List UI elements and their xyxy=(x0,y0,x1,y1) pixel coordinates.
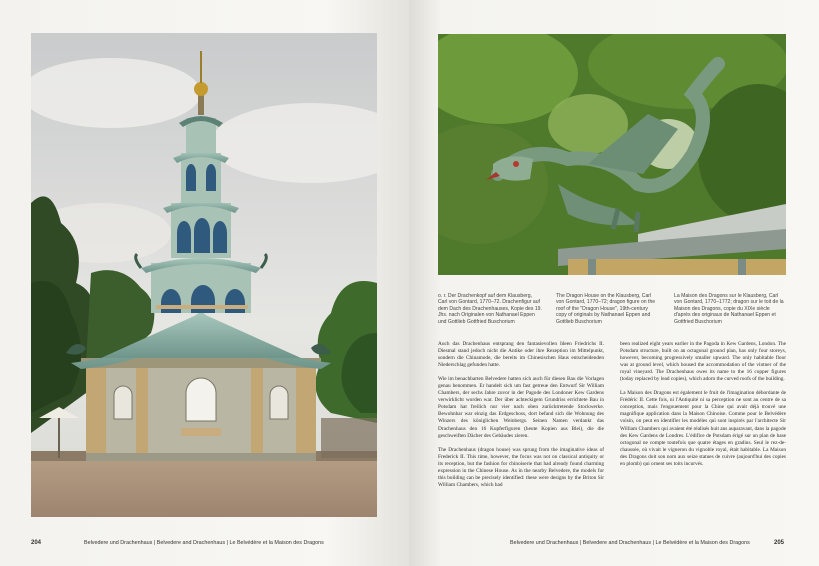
left-running-head: Belvedere und Drachenhaus | Belvedere and Drachenhaus | Le Belvédère et la Maison des Dragons xyxy=(84,540,324,546)
caption-french: La Maison des Dragons sur le Klausberg, Carl von Gontard, 1770–1772; dragon sur le toit de la Maison des Dragons, copie du XIXe siècle d'après des originaux de Nathanael Eppen et Gottfried Buschorium xyxy=(674,293,784,325)
dragon-photo xyxy=(438,34,786,275)
belvedere-photo xyxy=(31,33,377,517)
dragon-sculpture-illustration xyxy=(438,34,786,275)
text-column-2 xyxy=(620,341,786,475)
left-page-number: 204 xyxy=(31,540,42,546)
paragraph: La Maison des Dragons est également le fruit de l'imagination débordante de Frédéric II. Cette fois, ni l'Antiquité ni sa perception ne sont au centre de sa conception, mais l'engouement pour la Chine qui avait déjà trouvé une magnifique application dans la Maison Chinoise. Comme pour le Belvédère voisin, on peut en identifier les modèles qui sont inspirés par l'architecte Sir William Chambers qui avaient été réalisés huit ans auparavant, dans la pagode des Kew Gardens de Londres. L'édifice de Potsdam érigé sur un plan de base octogonal ne compte toutefois que quatre étages en gradins. Seul le rez-de-chaussée, où vivait le vigneron du vignoble royal, était habitable. La Maison des Dragons doit son nom aux seize statues de cuivre (aujourd'hui des copies en plomb) qui ornent ses toits incurvés. xyxy=(620,390,786,467)
dragon-house-illustration xyxy=(31,33,377,517)
caption-german: o. r. Der Drachenkopf auf dem Klausberg, Carl von Gontard, 1770–72. Drachenfigur auf dem Dach des Drachenhauses, Kopie des 19. Jhs. nach Originalen von Nathanael Eppen und Gottlieb Gottfried Buschorium xyxy=(438,293,542,325)
paragraph: Auch das Drachenhaus entsprang den fantasievollen Ideen Friedrichs II. Diesmal stand jedoch nicht die Antike oder ihre Rezeption im Mittelpunkt, sondern die Chinamode, die bereits im Chinesischen Haus entscheidenden Niederschlag gefunden hatte. xyxy=(438,341,604,369)
right-page-number: 205 xyxy=(774,540,785,546)
right-running-head: Belvedere und Drachenhaus | Belvedere and Drachenhaus | Le Belvédère et la Maison des Dragons xyxy=(510,540,750,546)
left-page xyxy=(0,0,409,566)
paragraph: The Drachenhaus (dragon house) was sprung from the imaginative ideas of Frederick II. This time, however, the focus was not on classical antiquity or its reception, but the fashion for chinoiserie that had already found charming expression in the Chinese House. As in the nearby Belvedere, the models for this building can be precisely identified: these were designs by the Briton Sir William Chambers, which had xyxy=(438,446,604,488)
caption-english: The Dragon House on the Klausberg, Carl von Gontard, 1770–72; dragon figure on the roof of the "Dragon House", 19th-century copy of originals by Nathanael Eppen and Gottlieb Buschorium xyxy=(556,293,656,325)
text-column-1 xyxy=(438,341,604,496)
paragraph: Wie im benachbarten Belvedere hatten sich auch für diesen Bau die Vorlagen genau benommen. Er handelt sich um fast getreue den Entwurf Sir William Chambers, der sechs Jahre zuvor in der Pagode des Londoner Kew Gardens verwirklicht worden war. Der über achteckigem Grundriss errichtete Bau in Potsdam hat freilich nur vier nach oben zurücktretende Stockwerke. Bewohnbar war einzig das Erdgeschoss, dort befand sich die Wohnung des Winzers des königlichen Weinbergs. Seinen Namen verdankt das Drachenhaus den 16 Kupferfiguren (heute Kopien aus Blei), die die geschweiften Dächer des Gebäudes zieren. xyxy=(438,376,604,439)
paragraph: been realized eight years earlier in the Pagoda in Kew Gardens, London. The Potsdam structure, built on an octagonal ground plan, has only four storeys, however, becoming progressively smaller upward. The only habitable floor was at ground level, which housed the accommodation of the vintner of the royal vineyard. The Drachenhaus owes its name to the 16 copper figures (today replaced by lead copies), which adorn the curved roofs of the building. xyxy=(620,341,786,383)
